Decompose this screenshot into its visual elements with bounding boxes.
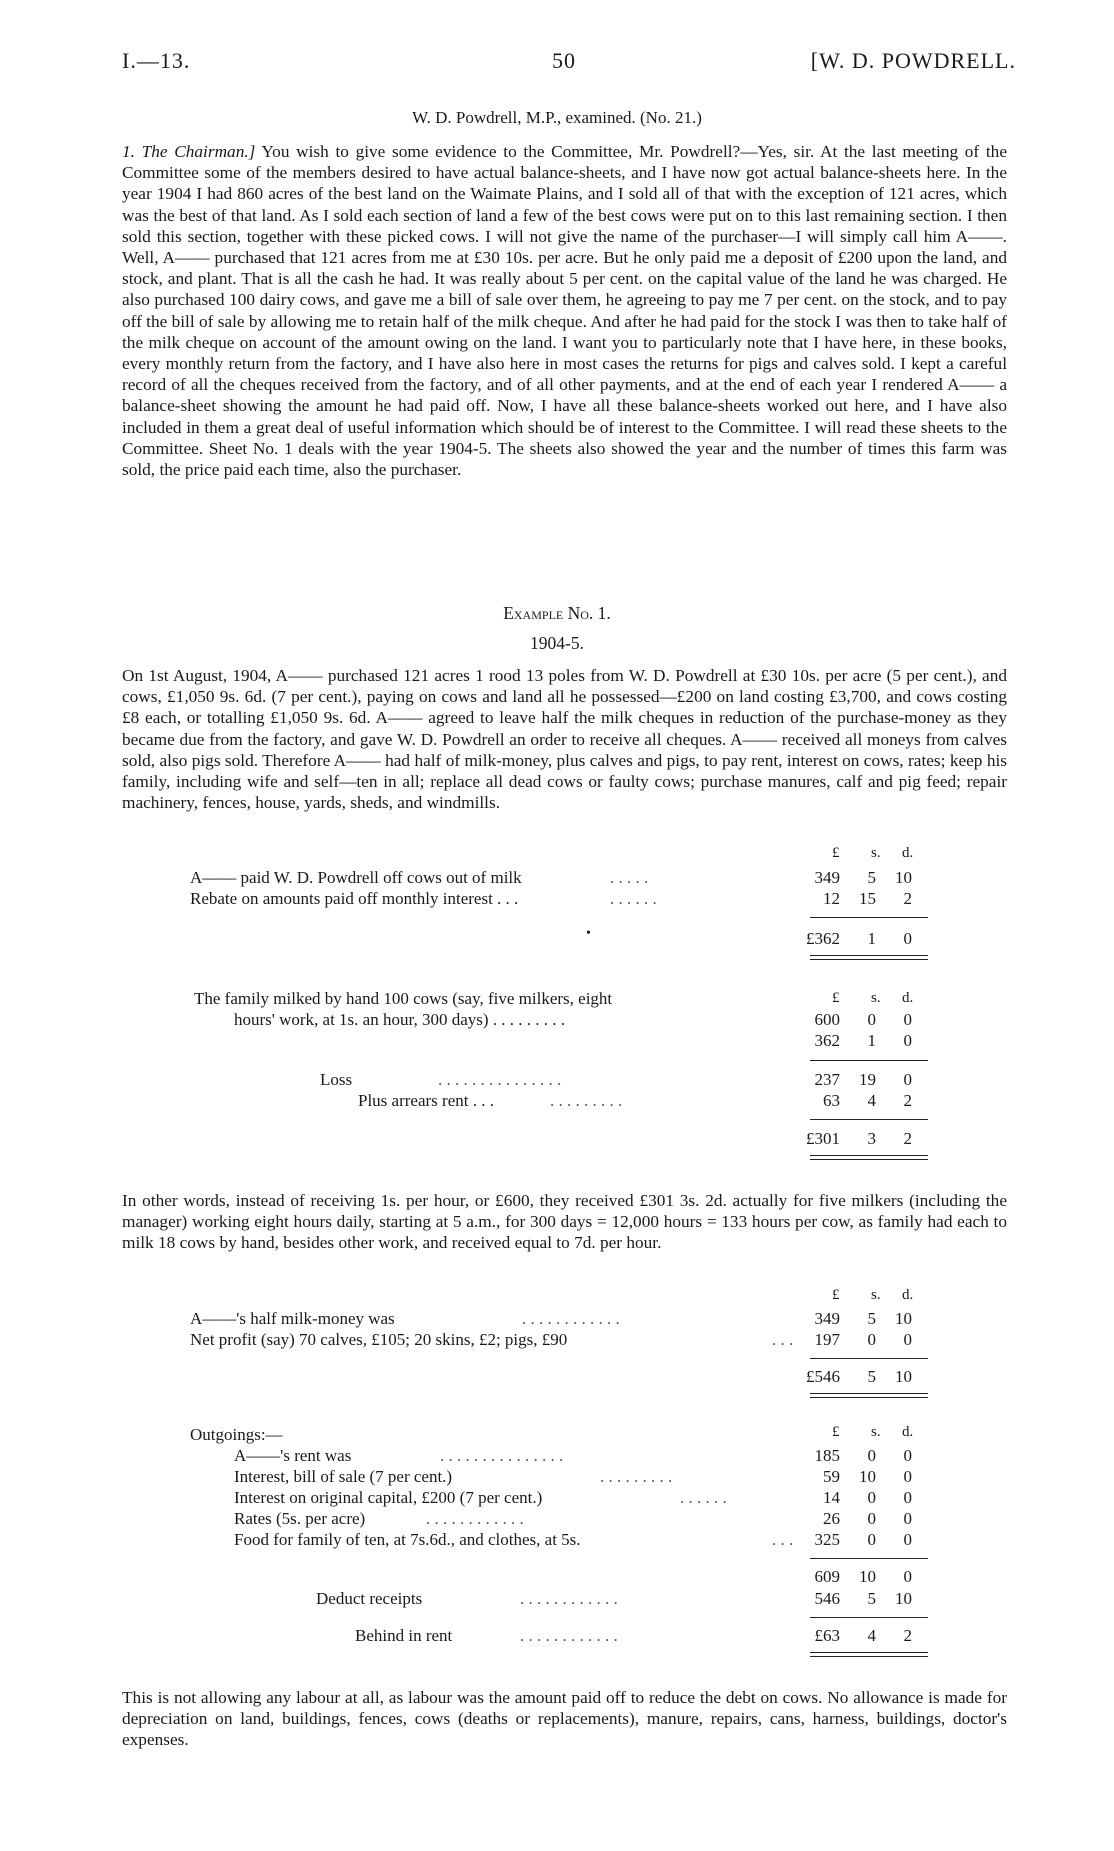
pence-value: 0: [903, 1010, 912, 1029]
shillings-value: 5: [867, 1309, 876, 1328]
example-heading: Example No. 1.: [503, 603, 611, 623]
pence-head: d.: [902, 1287, 914, 1303]
table-row: [190, 1467, 940, 1489]
sum-rule: [810, 1358, 928, 1359]
shillings-value: 0: [867, 1530, 876, 1549]
table-row: [190, 1446, 940, 1468]
pence-value: 0: [903, 1031, 912, 1050]
pence-value: 2: [903, 1091, 912, 1110]
pence-value: 0: [903, 1509, 912, 1528]
pounds-value: 185: [814, 1446, 840, 1465]
shillings-value: 0: [867, 1330, 876, 1349]
sum-rule: [810, 917, 928, 918]
shillings-head: s.: [871, 845, 881, 861]
table-total-row: [190, 1367, 940, 1389]
shillings-head: s.: [871, 1424, 881, 1440]
table-row: [190, 868, 940, 890]
shillings-value: 1: [867, 929, 876, 948]
middle-paragraph: In other words, instead of receiving 1s. per hour, or £600, they received £301 3s. 2d. actually for five milkers (including the manager) working eight hours daily, starting at 5 a.m., for 300 days = 12,000 hours = 133 hours per cow, as family had each to milk 18 cows by hand, besides other work, and received equal to 7d. per hour.: [122, 1191, 1007, 1253]
pounds-head: £: [832, 990, 840, 1006]
shillings-value: 15: [859, 889, 876, 908]
row-label: Interest on original capital, £200 (7 per cent.): [234, 1488, 543, 1507]
table-total-row: [190, 1626, 940, 1648]
row-label: Deduct receipts: [316, 1589, 423, 1608]
sum-rule: [810, 1060, 928, 1061]
pounds-value: £546: [806, 1367, 840, 1386]
row-label: A——'s rent was: [234, 1446, 352, 1465]
pence-value: 0: [903, 1446, 912, 1465]
table-row: [190, 1070, 940, 1092]
pounds-value: 325: [814, 1530, 840, 1549]
leader-dots: . . . . .: [610, 868, 649, 887]
stray-mark: •: [586, 926, 591, 941]
table-row: [190, 1488, 940, 1510]
pounds-value: 63: [823, 1091, 840, 1110]
table-row: [190, 889, 940, 911]
shillings-value: 3: [867, 1129, 876, 1148]
intro-paragraph: [122, 141, 1007, 480]
intro-text: You wish to give some evidence to the Committee, Mr. Powdrell?—Yes, sir. At the last meeting of the Committee some of the members desired to have actual balance-sheets, and I have now got actual balance-sheets here. In the year 1904 I had 860 acres of the best land on the Waimate Plains, and I sold all of that with the exception of 121 acres, which was the best of that land. As I sold each section of land a few of the best cows were put on to this last remaining section. I then sold this section, together with these picked cows. I will not give the name of the purchaser—I will simply call him A——. Well, A—— purchased that 121 acres from me at £30 10s. per acre. But he only paid me a deposit of £200 upon the land, and stock, and plant. That is all the cash he had. It was really about 5 per cent. on the capital value of the land he was charged. He also purchased 100 dairy cows, and gave me a bill of sale over them, he agreeing to pay me 7 per cent. on the stock, and to pay off the bill of sale by allowing me to retain half of the milk cheque. And after he had paid for the stock I was then to take half of the milk cheque on account of the amount owing on the land. I want you to particularly note that I have here, in these books, every monthly return from the factory, and I have also here in most cases the returns for pigs and calves sold. I kept a careful record of all the cheques received from the factory, and of all other payments, and at the end of each year I rendered A—— a balance-sheet showing the amount he had paid off. Now, I have all these balance-sheets worked out here, and I have also included in them a great deal of useful information which should be of interest to the Committee. I will read these sheets to the Committee. Sheet No. 1 deals with the year 1904-5. The sheets also showed the year and the number of times this farm was sold, the price paid each time, also the purchaser.: [122, 142, 1007, 480]
shillings-value: 0: [867, 1010, 876, 1029]
sum-rule: [810, 1558, 928, 1559]
pounds-value: 237: [814, 1070, 840, 1089]
outgoings-heading: Outgoings:—: [190, 1425, 283, 1444]
leader-dots: . . . . . .: [680, 1488, 727, 1507]
table-row: [190, 1010, 940, 1032]
row-label: A—— paid W. D. Powdrell off cows out of milk: [190, 868, 522, 887]
pence-value: 10: [895, 1309, 912, 1328]
shillings-value: 10: [859, 1467, 876, 1486]
row-label: A——'s half milk-money was: [190, 1309, 395, 1328]
table-row: [190, 1091, 940, 1113]
table-row: [190, 1589, 940, 1611]
shillings-head: s.: [871, 990, 881, 1006]
pounds-value: 609: [814, 1567, 840, 1586]
shillings-value: 19: [859, 1070, 876, 1089]
shillings-value: 4: [867, 1626, 876, 1645]
currency-column-heads: [190, 1424, 940, 1444]
table-row: [190, 1031, 940, 1053]
shillings-value: 1: [867, 1031, 876, 1050]
pounds-value: £63: [814, 1626, 840, 1645]
shillings-value: 0: [867, 1488, 876, 1507]
pence-head: d.: [902, 845, 914, 861]
leader-dots: . . . . . . . . .: [550, 1091, 623, 1110]
pence-value: 0: [903, 1467, 912, 1486]
total-double-rule: [810, 1155, 928, 1160]
pounds-head: £: [832, 1424, 840, 1440]
pounds-value: 59: [823, 1467, 840, 1486]
table-total-row: [190, 929, 940, 951]
table-total-row: [190, 1129, 940, 1151]
table-row: [194, 989, 944, 1011]
pence-value: 0: [903, 929, 912, 948]
pence-value: 10: [895, 1367, 912, 1386]
row-label: Plus arrears rent . . .: [358, 1091, 494, 1110]
parliamentary-paper-reference: I.—13.: [122, 48, 191, 73]
total-double-rule: [810, 1393, 928, 1398]
total-double-rule: [810, 955, 928, 960]
example-year: 1904-5.: [530, 633, 584, 653]
leader-dots: . . .: [772, 1330, 794, 1349]
pence-value: 0: [903, 1330, 912, 1349]
total-double-rule: [810, 1652, 928, 1657]
currency-column-heads: [190, 1287, 940, 1307]
pence-value: 0: [903, 1070, 912, 1089]
row-label: The family milked by hand 100 cows (say, five milkers, eight: [194, 989, 613, 1008]
sum-rule: [810, 1119, 928, 1120]
pounds-value: 349: [814, 1309, 840, 1328]
row-label: Behind in rent: [355, 1626, 453, 1645]
leader-dots: . . .: [772, 1530, 794, 1549]
pence-value: 0: [903, 1567, 912, 1586]
pence-value: 2: [903, 1626, 912, 1645]
leader-dots: . . . . . . . . . . . . . . .: [440, 1446, 564, 1465]
table-row: [190, 1530, 940, 1552]
leader-dots: . . . . . . . . . . . . . . .: [438, 1070, 562, 1089]
table-row: [190, 1567, 940, 1589]
pence-head: d.: [902, 1424, 914, 1440]
speaker-label: 1. The Chairman.]: [122, 142, 256, 161]
pence-value: 0: [903, 1488, 912, 1507]
table-row: [190, 1330, 940, 1352]
shillings-value: 0: [867, 1509, 876, 1528]
page-number: 50: [552, 48, 576, 73]
pence-value: 0: [903, 1530, 912, 1549]
row-label: Rebate on amounts paid off monthly interest . . .: [190, 889, 519, 908]
leader-dots: . . . . . . . . . . . .: [520, 1626, 618, 1645]
shillings-value: 5: [867, 1367, 876, 1386]
pounds-value: 546: [814, 1589, 840, 1608]
pounds-head: £: [832, 1287, 840, 1303]
closing-paragraph: This is not allowing any labour at all, as labour was the amount paid off to reduce the debt on cows. No allowance is made for depreciation on land, buildings, fences, cows (deaths or replacements), manure, repairs, cans, harness, buildings, doctor's expenses.: [122, 1688, 1007, 1750]
pence-value: 2: [903, 889, 912, 908]
pence-value: 2: [903, 1129, 912, 1148]
row-label: hours' work, at 1s. an hour, 300 days) . . . . . . . . .: [234, 1010, 566, 1029]
shillings-value: 0: [867, 1446, 876, 1465]
row-label: Loss: [320, 1070, 353, 1089]
pence-value: 10: [895, 1589, 912, 1608]
leader-dots: . . . . . . . . .: [600, 1467, 673, 1486]
sum-rule: [810, 1617, 928, 1618]
pence-head: d.: [902, 990, 914, 1006]
pounds-value: 349: [814, 868, 840, 887]
pounds-value: £362: [806, 929, 840, 948]
shillings-value: 4: [867, 1091, 876, 1110]
pounds-value: 14: [823, 1488, 840, 1507]
currency-column-heads: [190, 845, 940, 865]
pounds-value: 26: [823, 1509, 840, 1528]
pounds-value: £301: [806, 1129, 840, 1148]
pounds-value: 197: [814, 1330, 840, 1349]
leader-dots: . . . . . . . . . . . .: [520, 1589, 618, 1608]
shillings-value: 5: [867, 868, 876, 887]
example-paragraph: On 1st August, 1904, A—— purchased 121 acres 1 rood 13 poles from W. D. Powdrell at £30 10s. per acre (5 per cent.), and cows, £1,050 9s. 6d. (7 per cent.), paying on cows and land all he possessed—£200 on land costing £3,700, and cows costing £8 each, or totalling £1,050 9s. 6d. A—— agreed to leave half the milk cheques in reduction of the purchase-money as they became due from the factory, and gave W. D. Powdrell an order to receive all cheques. A—— received all moneys from calves sold, also pigs sold. Therefore A—— had half of milk-money, plus calves and pigs, to pay rent, interest on cows, rates; keep his family, including wife and self—ten in all; replace all dead cows or faulty cows; purchase manures, calf and pig feed; repair machinery, fences, house, yards, sheds, and windmills.: [122, 666, 1007, 813]
row-label: Net profit (say) 70 calves, £105; 20 skins, £2; pigs, £90: [190, 1330, 568, 1349]
leader-dots: . . . . . . . . . . . .: [426, 1509, 524, 1528]
table-row: [190, 1509, 940, 1531]
leader-dots: . . . . . .: [610, 889, 657, 908]
running-header-witness: [W. D. POWDRELL.: [810, 48, 1016, 73]
shillings-value: 5: [867, 1589, 876, 1608]
examination-title: W. D. Powdrell, M.P., examined. (No. 21.): [412, 108, 702, 127]
leader-dots: . . . . . . . . . . . .: [522, 1309, 620, 1328]
row-label: Interest, bill of sale (7 per cent.): [234, 1467, 453, 1486]
pounds-value: 600: [814, 1010, 840, 1029]
row-label: Rates (5s. per acre): [234, 1509, 366, 1528]
pounds-value: 12: [823, 889, 840, 908]
shillings-head: s.: [871, 1287, 881, 1303]
pounds-value: 362: [814, 1031, 840, 1050]
row-label: Food for family of ten, at 7s.6d., and clothes, at 5s.: [234, 1530, 581, 1549]
shillings-value: 10: [859, 1567, 876, 1586]
pounds-head: £: [832, 845, 840, 861]
table-row: [190, 1309, 940, 1331]
pence-value: 10: [895, 868, 912, 887]
